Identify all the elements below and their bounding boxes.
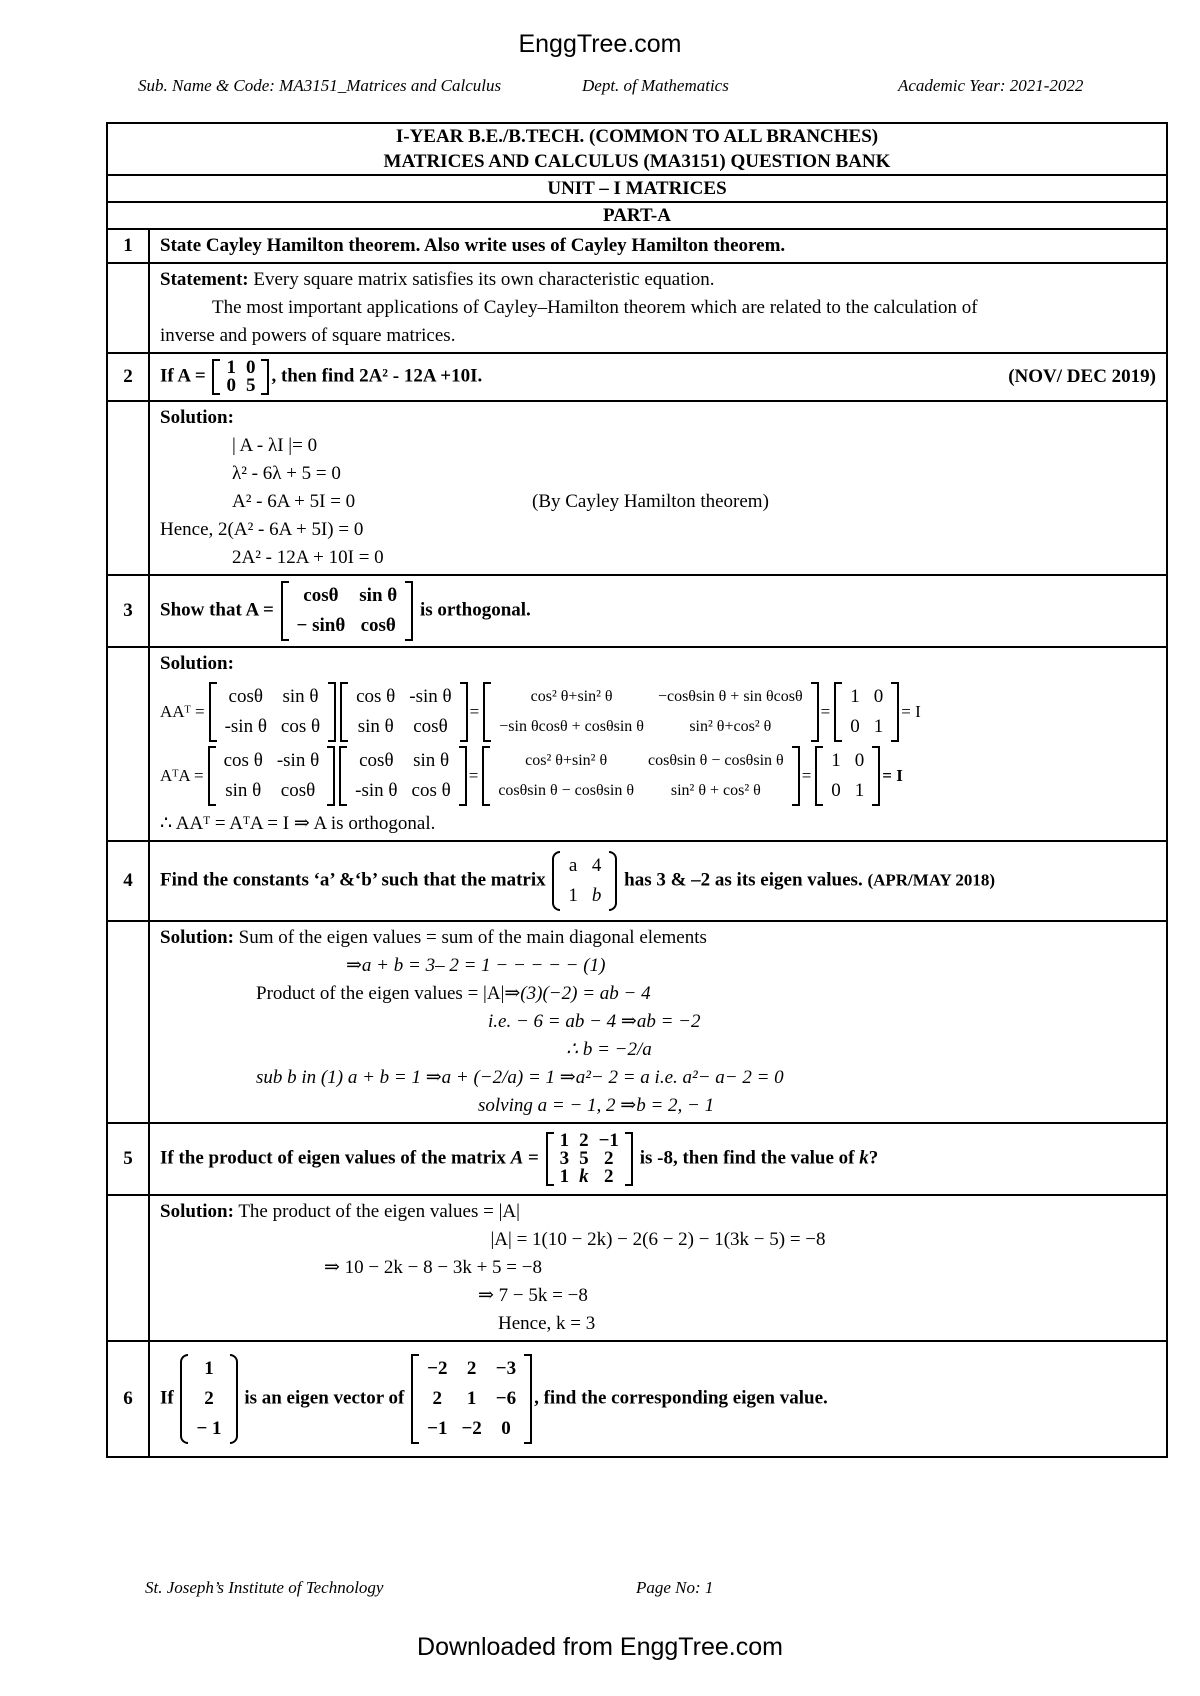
downloaded-from: Downloaded from EnggTree.com [417, 1633, 783, 1661]
answer-2: Solution: | A - λI |= 0 λ² - 6λ + 5 = 0 A² - 6A + 5I = 0 (By Cayley Hamilton theorem) Hence, 2(A² - 6A + 5I) = 0 2A² - 12A + 10I = 0 [149, 401, 1167, 575]
question-1-text: State Cayley Hamilton theorem. Also write uses of Cayley Hamilton theorem. [149, 229, 1167, 263]
academic-year: Academic Year: 2021-2022 [898, 76, 1084, 95]
page-number: Page No: 1 [636, 1578, 714, 1597]
question-bank-table [106, 122, 1168, 1458]
rotation-matrix: cosθ sin θ − sinθ cosθ [296, 585, 398, 636]
question-number: 2 [107, 353, 149, 401]
question-number: 3 [107, 575, 149, 647]
question-number: 4 [107, 841, 149, 921]
exam-tag: (NOV/ DEC 2019) [1008, 366, 1156, 387]
answer-3: Solution: AAᵀ = cosθ sin θ -sin θ cos θ cos θ -sin θ sin θ cosθ = cos² θ+sin² θ −cosθsin θ + sin θcosθ −sin θcosθ + cosθsin θ sin² θ+cos² θ = 1 0 0 1 = I AᵀA = cos θ -sin θ sin θ cosθ cosθ sin θ -sin θ cos θ = cos² θ+sin² θ cosθsin θ − cosθsin θ cosθsin θ − cosθsin θ sin² θ + cos² θ = 1 0 0 1 = I ∴ AAᵀ = AᵀA = I ⇒ A is orthogonal. [149, 647, 1167, 841]
subject-code: Sub. Name & Code: MA3151_Matrices and Calculus [138, 76, 502, 95]
question-number: 5 [107, 1123, 149, 1195]
answer-4: Solution: Sum of the eigen values = sum of the main diagonal elements ⇒a + b = 3– 2 = 1 − − − − − (1) Product of the eigen values = |A|⇒(3)(−2) = ab − 4 i.e. − 6 = ab − 4 ⇒ab = −2 ∴ b = −2/a sub b in (1) a + b = 1 ⇒a + (−2/a) = 1 ⇒a²− 2 = a i.e. a²− a− 2 = 0 solving a = − 1, 2 ⇒b = 2, − 1 [149, 921, 1167, 1123]
question-5-text: If the product of eigen values of the matrix A = 1 2 −1 3 5 2 1 k 2 is -8, then find the value of k? [149, 1123, 1167, 1195]
answer-1: Statement: Every square matrix satisfies its own characteristic equation. The most important applications of Cayley–Hamilton theorem which are related to the calculation of inverse and powers of square matrices. [149, 263, 1167, 353]
eigen-vector: 1 2 − 1 [196, 1358, 222, 1439]
question-number: 6 [107, 1341, 149, 1457]
question-number: 1 [107, 229, 149, 263]
unit-title: UNIT – I MATRICES [107, 175, 1167, 202]
exam-tag: (APR/MAY 2018) [867, 870, 996, 890]
part-title: PART-A [107, 202, 1167, 229]
matrix-ab: a 4 1 b [568, 855, 602, 906]
site-title: EnggTree.com [518, 30, 682, 58]
question-2-text: If A = 1 0 0 5 , then find 2A² - 12A +10I. (NOV/ DEC 2019) [149, 353, 1167, 401]
matrix-3x3-q6: −2 2 −3 2 1 −6 −1 −2 0 [427, 1358, 517, 1439]
question-3-text: Show that A = cosθ sin θ − sinθ cosθ is orthogonal. [149, 575, 1167, 647]
question-4-text: Find the constants ‘a’ &‘b’ such that the matrix a 4 1 b has 3 & –2 as its eigen values. (APR/MAY 2018) [149, 841, 1167, 921]
footer-institute: St. Joseph’s Institute of Technology [145, 1578, 384, 1597]
table-title: I-YEAR B.E./B.TECH. (COMMON TO ALL BRANCHES) MATRICES AND CALCULUS (MA3151) QUESTION BANK [107, 123, 1167, 175]
department: Dept. of Mathematics [582, 76, 729, 95]
question-6-text: If 1 2 − 1 is an eigen vector of −2 2 −3 2 1 −6 −1 −2 0 , find the corresponding eigen value. [149, 1341, 1167, 1457]
matrix-a: 1 0 0 5 [226, 357, 256, 396]
answer-5: Solution: The product of the eigen values = |A| |A| = 1(10 − 2k) − 2(6 − 2) − 1(3k − 5) = −8 ⇒ 10 − 2k − 8 − 3k + 5 = −8 ⇒ 7 − 5k = −8 Hence, k = 3 [149, 1195, 1167, 1341]
matrix-3x3: 1 2 −1 3 5 2 1 k 2 [559, 1130, 619, 1187]
